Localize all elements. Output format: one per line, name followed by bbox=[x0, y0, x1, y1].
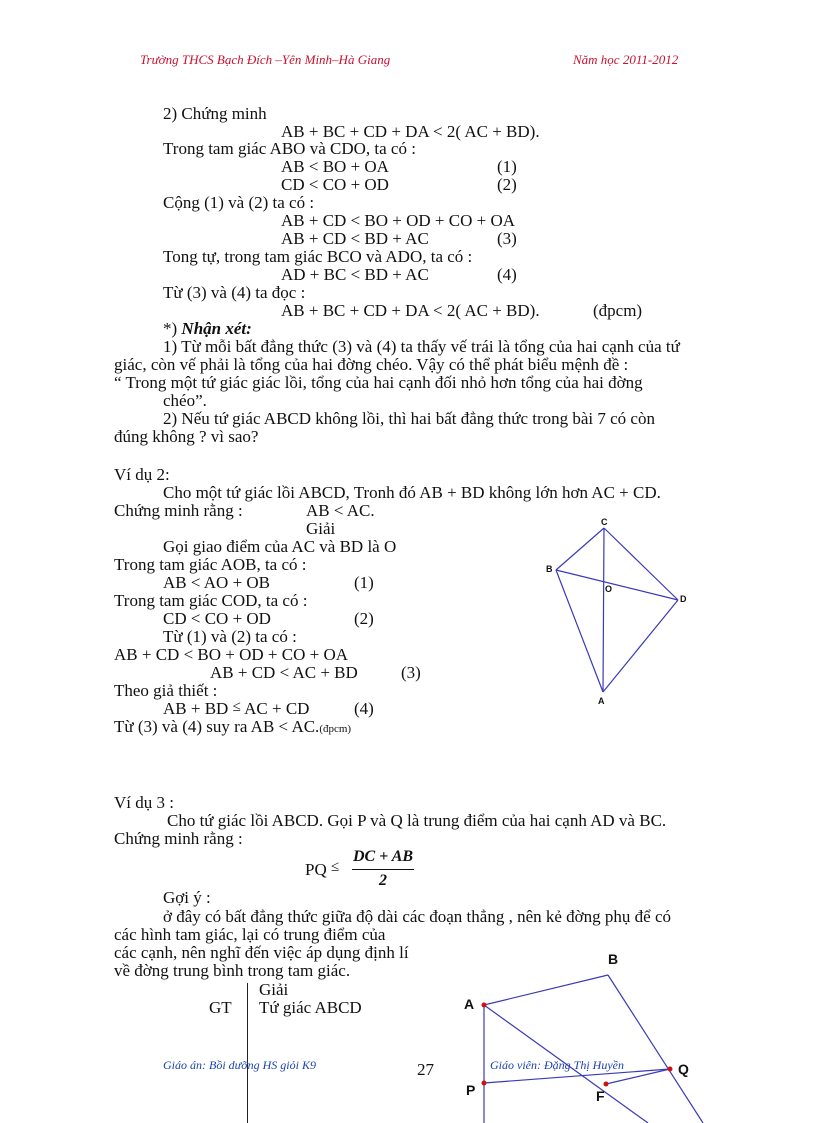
header-year: Năm học 2011-2012 bbox=[573, 52, 679, 67]
part2-eq2-num: (2) bbox=[497, 175, 517, 194]
edge-cb bbox=[556, 528, 604, 570]
ex2-g11-text: Từ (3) và (4) suy ra AB < AC. bbox=[114, 717, 320, 736]
point-f bbox=[604, 1082, 609, 1087]
part2-qed: (đpcm) bbox=[593, 301, 643, 320]
ex3-hint3: các cạnh, nên nghĩ đến việc áp dụng định lí bbox=[114, 943, 409, 962]
ex2-g11 bbox=[114, 718, 351, 738]
ex3-quadrilateral-figure bbox=[458, 945, 708, 1123]
label-b: B bbox=[608, 951, 619, 967]
ex2-g11-qed: (đpcm) bbox=[319, 723, 352, 735]
ex2-g8: AB + CD < AC + BD bbox=[210, 663, 358, 682]
part2-line2: Cộng (1) và (2) ta có : bbox=[163, 193, 315, 212]
part2-eq5: AB + BC + CD + DA < 2( AC + BD). bbox=[281, 301, 540, 320]
ex2-g10-left: AB + BD bbox=[163, 699, 229, 718]
part2-line4: Từ (3) và (4) ta đọc : bbox=[163, 283, 306, 302]
ex2-title: Ví dụ 2: bbox=[114, 465, 170, 484]
less-equal-sign: ≤ bbox=[232, 699, 241, 715]
footer-left: Giáo án: Bồi dưỡng HS giỏi K9 bbox=[163, 1058, 316, 1072]
ex3-pq bbox=[305, 861, 339, 880]
ex3-hint2: các hình tam giác, lại có trung điểm của bbox=[114, 925, 386, 944]
remark-p1b: giác, còn vế phải là tổng của hai đờng chéo. Vậy có thể phát biểu mệnh đề : bbox=[114, 355, 629, 374]
ex2-g4: Trong tam giác COD, ta có : bbox=[114, 591, 308, 610]
point-q bbox=[668, 1067, 673, 1072]
ex2-g10-num: (4) bbox=[354, 699, 374, 718]
fraction-bar bbox=[352, 869, 414, 870]
part2-goal: AB + BC + CD + DA < 2( AC + BD). bbox=[281, 122, 540, 141]
ex2-g7: AB + CD < BO + OD + CO + OA bbox=[114, 645, 349, 664]
diagonal-ca bbox=[603, 528, 604, 692]
diagonal-bd bbox=[556, 570, 678, 600]
edge-bc bbox=[608, 975, 703, 1123]
ex3-gt-label: GT bbox=[209, 998, 232, 1017]
ex2-giai: Giải bbox=[306, 519, 336, 538]
ex3-goiy: Gợi ý : bbox=[163, 888, 211, 907]
ex2-g9: Theo giả thiết : bbox=[114, 681, 218, 700]
label-p: P bbox=[466, 1082, 476, 1098]
label-f: F bbox=[596, 1088, 605, 1104]
header-school: Trường THCS Bạch Đích –Yên Minh–Hà Giang bbox=[140, 52, 391, 67]
label-q: Q bbox=[678, 1061, 689, 1077]
label-a: A bbox=[464, 996, 475, 1012]
ex2-quadrilateral-figure bbox=[540, 510, 700, 710]
ex3-gt-text: Tứ giác ABCD bbox=[259, 998, 362, 1017]
ex3-statement1: Cho tứ giác lồi ABCD. Gọi P và Q là trung điểm của hai cạnh AD và BC. bbox=[167, 811, 667, 830]
part2-eq3a: AB + CD < BO + OD + CO + OA bbox=[281, 211, 516, 230]
ex3-hint1: ở đây có bất đẳng thức giữa độ dài các đoạn thẳng , nên kẻ đờng phụ để có bbox=[163, 907, 671, 926]
remark-prefix: *) bbox=[163, 319, 182, 338]
edge-cd bbox=[604, 528, 678, 600]
point-a bbox=[482, 1003, 487, 1008]
edge-da bbox=[603, 600, 678, 692]
ex2-g5: CD < CO + OD bbox=[163, 609, 271, 628]
part2-eq1: AB < BO + OA bbox=[281, 157, 389, 176]
part2-eq4: AD + BC < BD + AC bbox=[281, 265, 429, 284]
ex3-title: Ví dụ 3 : bbox=[114, 793, 174, 812]
ex2-g2: Trong tam giác AOB, ta có : bbox=[114, 555, 307, 574]
remark-heading bbox=[163, 320, 252, 338]
ex2-g5-num: (2) bbox=[354, 609, 374, 628]
ex2-g1: Gọi giao điểm của AC và BD là O bbox=[163, 537, 397, 556]
part2-line1: Trong tam giác ABO và CDO, ta có : bbox=[163, 139, 416, 158]
edge-ba bbox=[556, 570, 603, 692]
label-d: D bbox=[680, 594, 687, 604]
part2-eq4-num: (4) bbox=[497, 265, 517, 284]
less-equal-sign: ≤ bbox=[330, 859, 340, 875]
part2-eq2: CD < CO + OD bbox=[281, 175, 389, 194]
part2-line3: Tong tự, trong tam giác BCO và ADO, ta có : bbox=[163, 247, 473, 266]
part2-heading: 2) Chứng minh bbox=[163, 104, 267, 123]
edge-ab bbox=[484, 975, 608, 1005]
label-o: O bbox=[605, 584, 613, 594]
ex2-goal: AB < AC. bbox=[306, 501, 375, 520]
remark-title: Nhận xét: bbox=[181, 319, 252, 338]
label-a: A bbox=[598, 696, 605, 706]
part2-eq3-num: (3) bbox=[497, 229, 517, 248]
ex3-hint4: về đờng trung bình trong tam giác. bbox=[114, 961, 351, 980]
fraction-numerator: DC + AB bbox=[352, 848, 414, 865]
ex2-g3-num: (1) bbox=[354, 573, 374, 592]
ex2-g10-right: AC + CD bbox=[244, 699, 310, 718]
ex3-fraction bbox=[352, 848, 414, 890]
ex3-statement2: Chứng minh rằng : bbox=[114, 829, 243, 848]
part2-eq1-num: (1) bbox=[497, 157, 517, 176]
ex3-giai: Giải bbox=[259, 980, 289, 999]
ex2-g3: AB < AO + OB bbox=[163, 573, 271, 592]
remark-p1d: chéo”. bbox=[163, 391, 207, 410]
remark-p2a: 2) Nếu tứ giác ABCD không lồi, thì hai bất đẳng thức trong bài 7 có còn bbox=[163, 409, 655, 428]
gt-kl-divider bbox=[247, 983, 248, 1123]
remark-p1a: 1) Từ mỗi bất đẳng thức (3) và (4) ta thấy vế trái là tổng của hai cạnh của tứ bbox=[163, 337, 680, 356]
point-p bbox=[482, 1081, 487, 1086]
ex2-g8-num: (3) bbox=[401, 663, 421, 682]
part2-eq3b: AB + CD < BD + AC bbox=[281, 229, 429, 248]
ex2-g6: Từ (1) và (2) ta có : bbox=[163, 627, 297, 646]
label-b: B bbox=[546, 564, 553, 574]
ex2-statement1: Cho một tứ giác lồi ABCD, Tronh đó AB + BD không lớn hơn AC + CD. bbox=[163, 483, 661, 502]
fraction-denominator: 2 bbox=[379, 872, 387, 889]
ex3-pq-label: PQ bbox=[305, 860, 327, 879]
label-c: C bbox=[601, 517, 608, 527]
page-number: 27 bbox=[417, 1060, 434, 1079]
footer-right: Giáo viên: Đặng Thị Huyền bbox=[490, 1058, 624, 1072]
remark-p2b: đúng không ? vì sao? bbox=[114, 427, 259, 446]
ex2-statement2: Chứng minh rằng : bbox=[114, 501, 243, 520]
remark-p1c: “ Trong một tứ giác giác lồi, tổng của hai cạnh đối nhỏ hơn tổng của hai đờng bbox=[114, 373, 643, 392]
